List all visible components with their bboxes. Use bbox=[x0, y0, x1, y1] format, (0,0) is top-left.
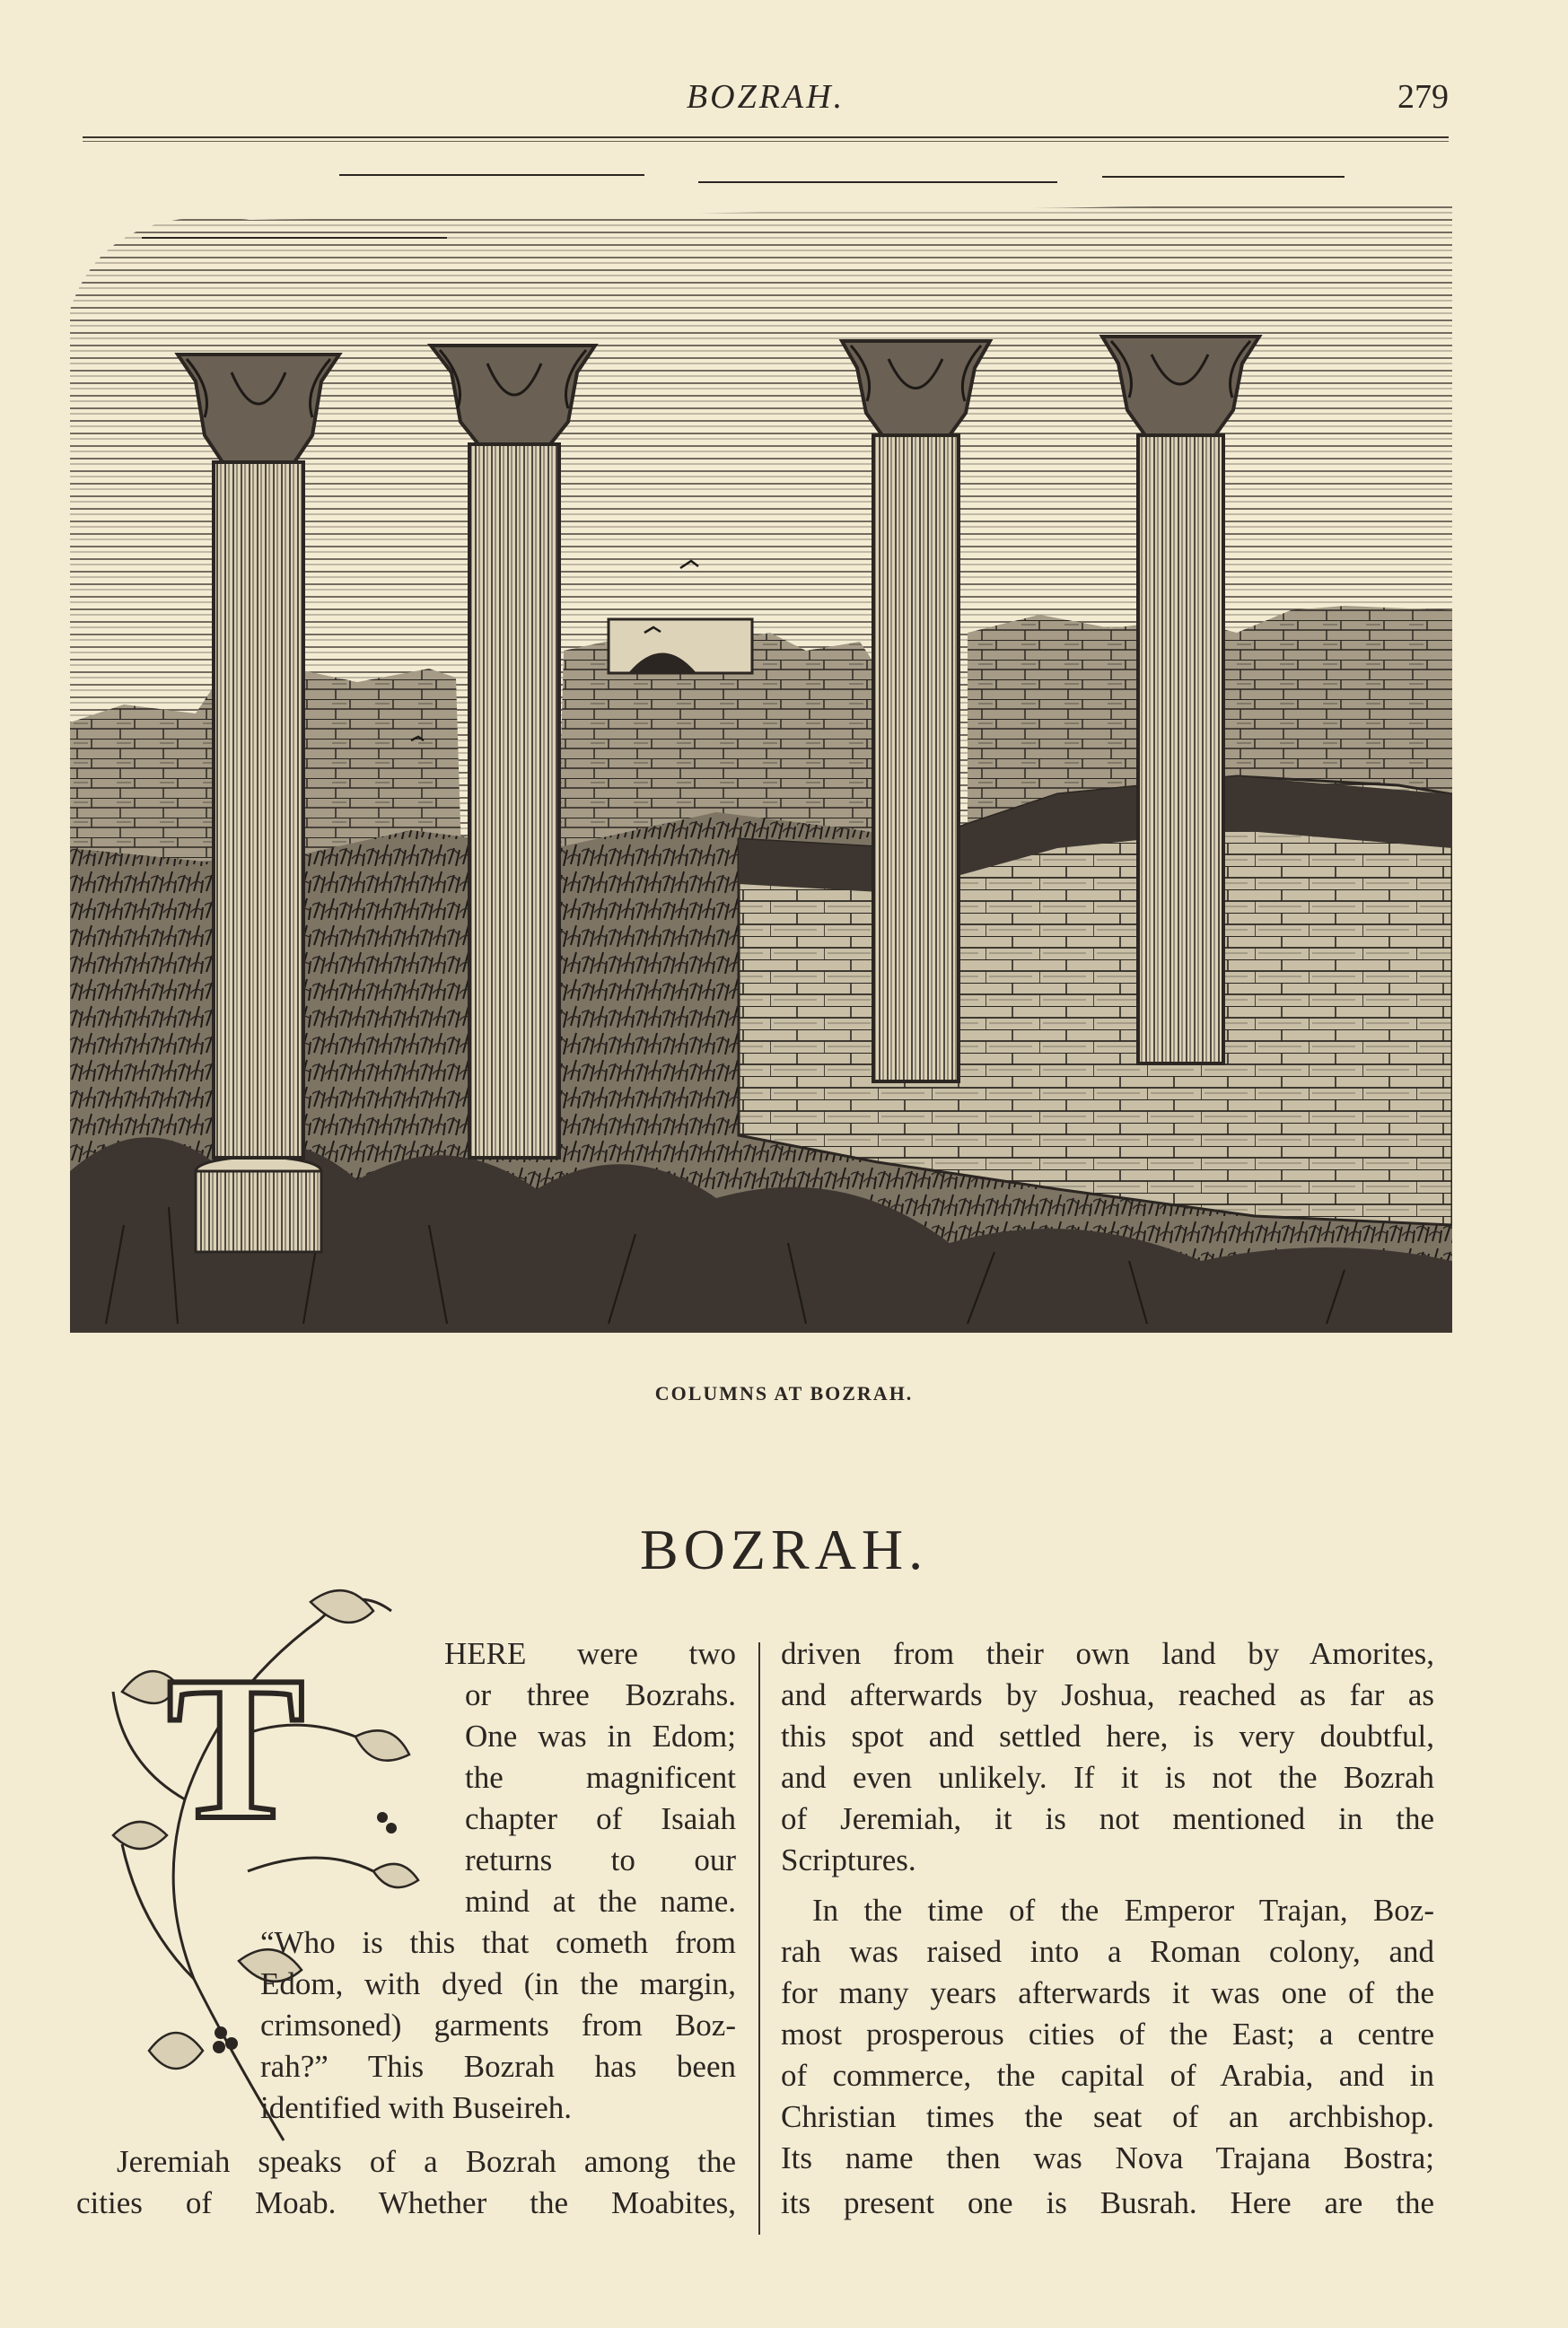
left-line-5: chapter of Isaiah bbox=[465, 1801, 736, 1836]
right-line-14: its present one is Busrah. Here are the bbox=[781, 2185, 1434, 2220]
left-line-13: Jeremiah speaks of a Bozrah among the bbox=[117, 2144, 736, 2179]
right-line-6: Scriptures. bbox=[781, 1842, 916, 1877]
right-line-10: most prosperous cities of the East; a centre bbox=[781, 2017, 1434, 2052]
left-line-12: identified with Buseireh. bbox=[260, 2090, 573, 2125]
right-line-9: for many years afterwards it was one of the bbox=[781, 1975, 1434, 2010]
right-line-11: of commerce, the capital of Arabia, and in bbox=[781, 2058, 1434, 2093]
page-number: 279 bbox=[1397, 78, 1449, 116]
left-line-10: crimsoned) garments from Boz- bbox=[260, 2008, 736, 2043]
header-rule bbox=[83, 136, 1449, 138]
left-line-14: cities of Moab. Whether the Moabites, bbox=[76, 2185, 736, 2220]
left-line-1: HERE were two bbox=[444, 1636, 736, 1671]
left-line-8: “Who is this that cometh from bbox=[260, 1925, 736, 1960]
plate-caption: COLUMNS AT BOZRAH. bbox=[654, 1382, 914, 1405]
right-line-8: rah was raised into a Roman colony, and bbox=[781, 1934, 1434, 1969]
drop-cap-letter: T bbox=[167, 1633, 305, 1862]
right-line-4: and even unlikely. If it is not the Bozrah bbox=[781, 1760, 1434, 1795]
right-line-7: In the time of the Emperor Trajan, Boz- bbox=[812, 1893, 1434, 1928]
left-line-11: rah?” This Bozrah has been bbox=[260, 2049, 736, 2084]
column-rule bbox=[758, 1642, 760, 2235]
columns-engraving bbox=[70, 166, 1452, 1333]
left-line-9: Edom, with dyed (in the margin, bbox=[260, 1966, 736, 2001]
right-line-1: driven from their own land by Amorites, bbox=[781, 1636, 1434, 1671]
section-title: BOZRAH. bbox=[639, 1518, 929, 1581]
right-line-5: of Jeremiah, it is not mentioned in the bbox=[781, 1801, 1434, 1836]
left-line-3: One was in Edom; bbox=[465, 1719, 736, 1754]
running-head bbox=[83, 70, 1449, 133]
right-line-12: Christian times the seat of an archbishop. bbox=[781, 2099, 1434, 2134]
right-line-13: Its name then was Nova Trajana Bostra; bbox=[781, 2140, 1434, 2175]
left-line-7: mind at the name. bbox=[465, 1884, 736, 1919]
left-line-2: or three Bozrahs. bbox=[465, 1677, 736, 1712]
right-line-3: this spot and settled here, is very doubtful, bbox=[781, 1719, 1434, 1754]
running-title: BOZRAH. bbox=[686, 78, 845, 116]
right-line-2: and afterwards by Joshua, reached as far as bbox=[781, 1677, 1434, 1712]
left-line-4: the magnificent bbox=[465, 1760, 736, 1795]
left-line-6: returns to our bbox=[465, 1842, 736, 1877]
